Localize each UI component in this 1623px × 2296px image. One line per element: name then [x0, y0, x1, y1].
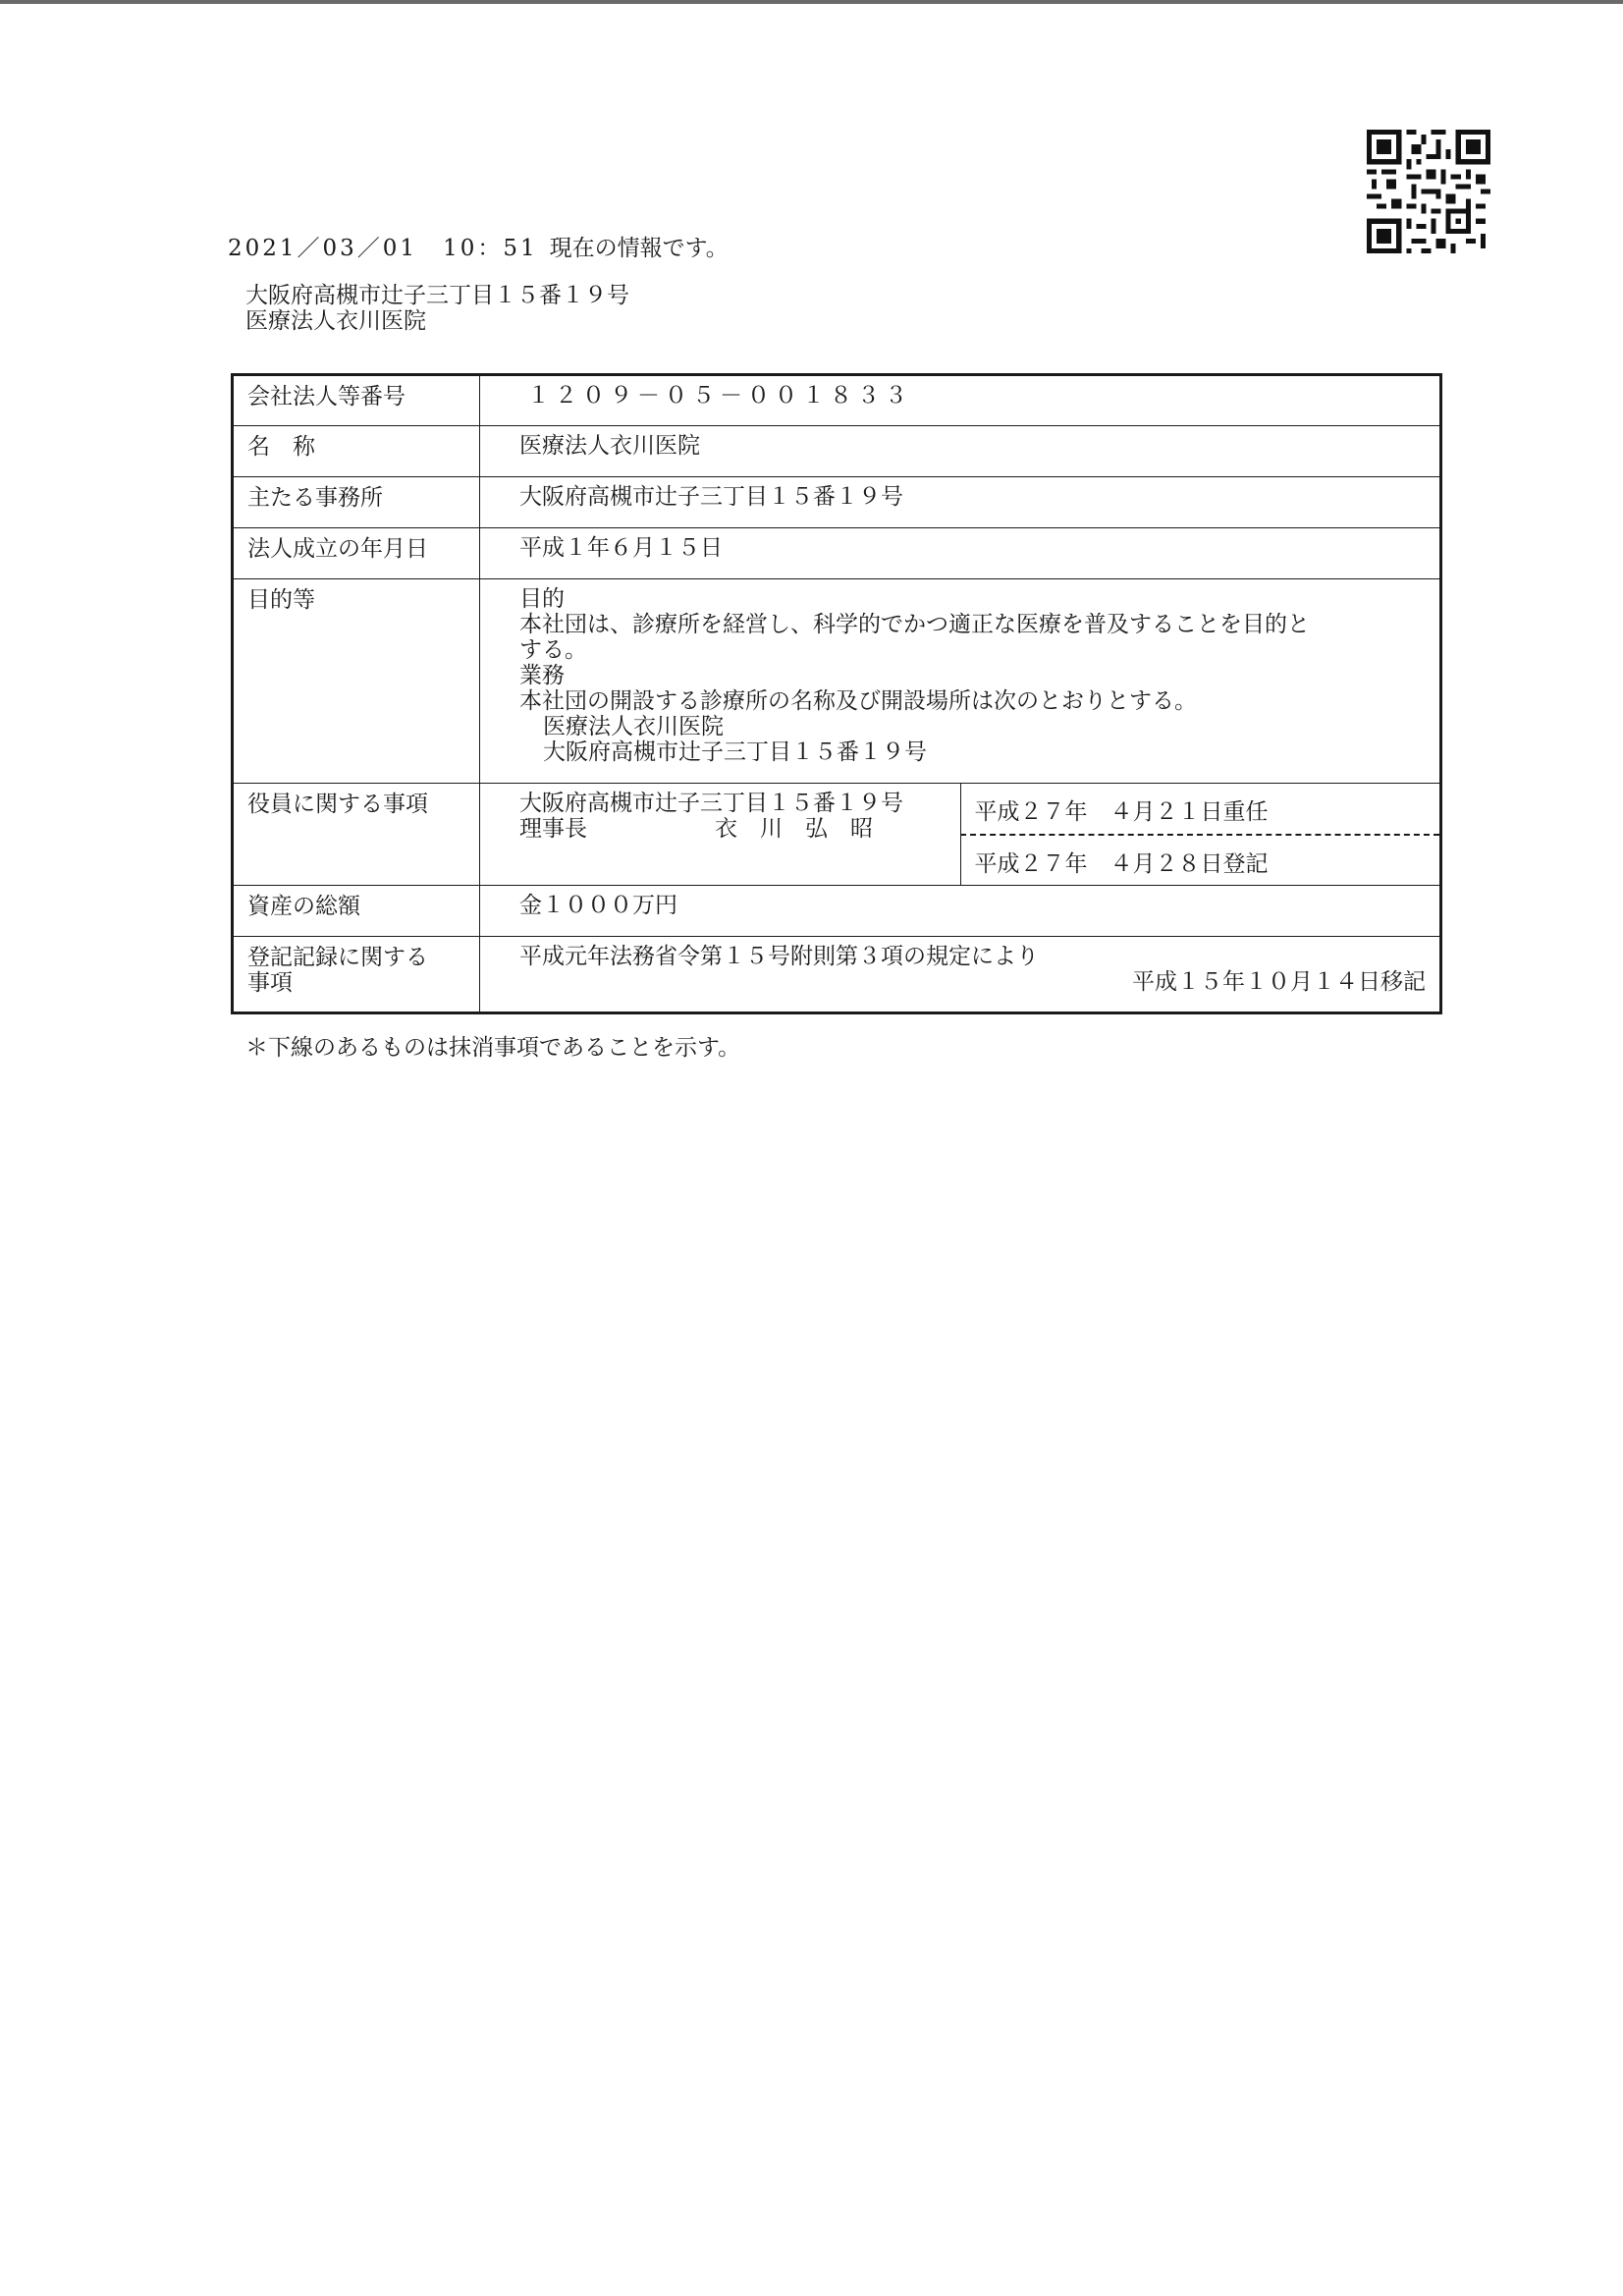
officer-line	[519, 816, 960, 842]
officers-label: 役員に関する事項	[233, 784, 480, 886]
business-text: 本社団の開設する診療所の名称及び開設場所は次のとおりとする。	[519, 688, 1197, 714]
timestamp-datetime: 2021／03／01 10：51	[228, 236, 538, 261]
purpose-text-line2: する。	[519, 637, 587, 663]
office-label: 主たる事務所	[233, 477, 480, 528]
record-date: 平成１５年１０月１４日移記	[1132, 969, 1426, 995]
row-record	[233, 937, 1441, 1013]
corp-number-label: 会社法人等番号	[233, 375, 480, 426]
established-label: 法人成立の年月日	[233, 528, 480, 579]
purpose-label: 目的等	[233, 579, 480, 784]
row-assets	[233, 886, 1441, 937]
record-label-line1: 登記記録に関する	[247, 945, 428, 970]
assets-value: 金１０００万円	[480, 886, 1441, 937]
purpose-value	[480, 579, 1441, 784]
row-corp-number	[233, 375, 1441, 426]
officer-address: 大阪府高槻市辻子三丁目１５番１９号	[519, 791, 903, 816]
footnote: ＊下線のあるものは抹消事項であることを示す。	[245, 1035, 741, 1061]
purpose-heading: 目的	[519, 586, 565, 612]
name-value: 医療法人衣川医院	[480, 426, 1441, 477]
officer-date-registered: 平成２７年 ４月２８日登記	[960, 835, 1441, 886]
record-text: 平成元年法務省令第１５号附則第３項の規定により	[519, 944, 1039, 969]
scan-edge	[0, 0, 1623, 4]
purpose-text-line1: 本社団は、診療所を経営し、科学的でかつ適正な医療を普及することを目的と	[519, 612, 1310, 637]
office-value: 大阪府高槻市辻子三丁目１５番１９号	[480, 477, 1441, 528]
row-office	[233, 477, 1441, 528]
record-label	[233, 937, 480, 1013]
assets-label: 資産の総額	[233, 886, 480, 937]
name-label: 名 称	[233, 426, 480, 477]
row-purpose	[233, 579, 1441, 784]
officer-person: 衣 川 弘 昭	[715, 816, 873, 842]
corp-number-value: １２０９－０５－００１８３３	[480, 375, 1441, 426]
qr-code	[1367, 130, 1490, 253]
business-heading: 業務	[519, 663, 565, 688]
officer-date-reappointed: 平成２７年 ４月２１日重任	[960, 784, 1441, 835]
row-officers	[233, 784, 1441, 835]
header-address: 大阪府高槻市辻子三丁目１５番１９号	[245, 283, 629, 308]
row-established	[233, 528, 1441, 579]
row-name	[233, 426, 1441, 477]
header-block	[245, 283, 629, 334]
clinic-address: 大阪府高槻市辻子三丁目１５番１９号	[543, 739, 927, 765]
registry-table	[231, 373, 1442, 1014]
clinic-name: 医療法人衣川医院	[543, 714, 724, 739]
record-value	[480, 937, 1441, 1013]
timestamp	[228, 230, 729, 262]
established-value: 平成１年６月１５日	[480, 528, 1441, 579]
officer-title: 理事長	[519, 816, 587, 842]
record-label-line2: 事項	[247, 970, 293, 996]
header-name: 医療法人衣川医院	[245, 308, 426, 334]
timestamp-note: 現在の情報です。	[549, 236, 729, 261]
officers-value	[480, 784, 961, 886]
